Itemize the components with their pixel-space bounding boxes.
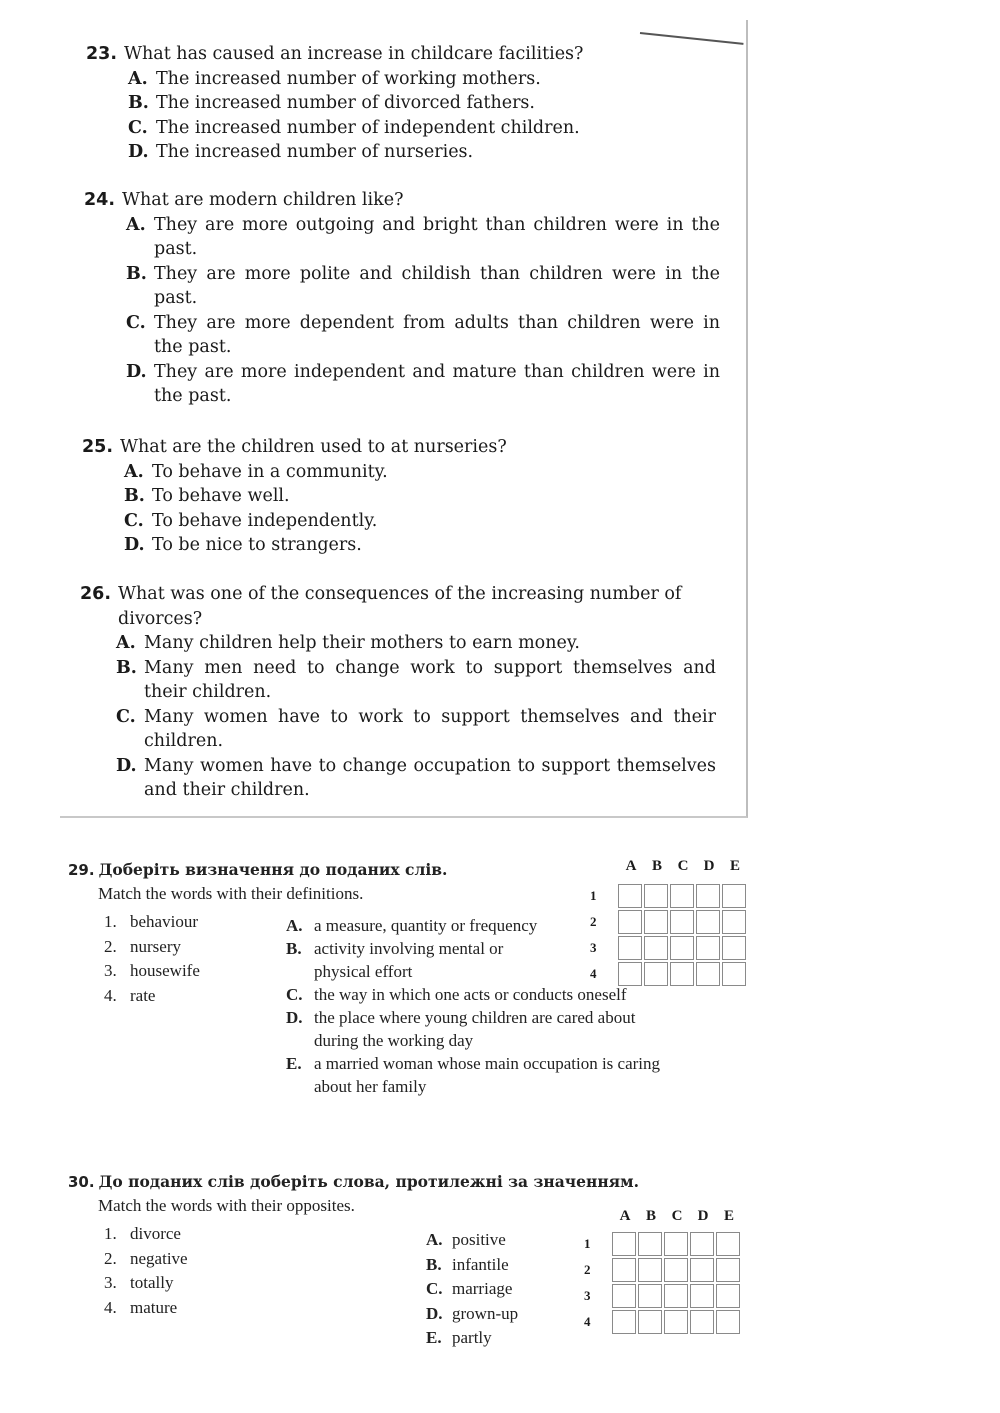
answer-cell[interactable] <box>618 962 642 986</box>
answer-cell[interactable] <box>690 1232 714 1256</box>
question-text: What are modern children like? <box>122 190 404 210</box>
opposite-item: E. partly <box>426 1328 492 1347</box>
answer-cell[interactable] <box>644 962 668 986</box>
answer-option[interactable]: B. To behave well. <box>124 486 290 506</box>
task-instruction-uk: Доберіть визначення до поданих слів. <box>98 860 448 879</box>
answer-cell[interactable] <box>618 884 642 908</box>
grid-column-headers: A B C D E <box>619 1208 734 1224</box>
answer-cell[interactable] <box>696 936 720 960</box>
definition-item: B. activity involving mental or physical effort <box>286 939 504 981</box>
answer-option[interactable]: A. They are more outgoing and bright than children were in the past. <box>126 214 720 259</box>
answer-option[interactable]: D. The increased number of nurseries. <box>128 142 474 162</box>
answer-cell[interactable] <box>670 962 694 986</box>
question-text: What was one of the consequences of the increasing number of divorces? <box>118 584 682 629</box>
grid-row: 1 <box>584 1232 742 1256</box>
task-29-definitions <box>286 914 661 1098</box>
question-number: 23. <box>86 44 118 64</box>
answer-option[interactable]: D. To be nice to strangers. <box>124 535 362 555</box>
grid-row: 4 <box>590 962 748 986</box>
grid-row: 4 <box>584 1310 742 1334</box>
task-29-words <box>104 910 274 1008</box>
question-text: What are the children used to at nurseries? <box>120 437 507 457</box>
answer-option[interactable]: B. The increased number of divorced fathers. <box>128 93 535 113</box>
question-23 <box>86 42 686 165</box>
answer-cell[interactable] <box>612 1310 636 1334</box>
task-instruction-en: Match the words with their opposites. <box>98 1196 355 1215</box>
grid-column-headers: A B C D E <box>625 858 740 874</box>
answer-option[interactable]: D. Many women have to change occupation to support themselves and their children. <box>116 755 716 800</box>
answer-cell[interactable] <box>690 1310 714 1334</box>
answer-cell[interactable] <box>722 884 746 908</box>
grid-row: 3 <box>584 1284 742 1308</box>
task-30-opposites <box>426 1228 586 1351</box>
answer-cell[interactable] <box>638 1258 662 1282</box>
opposite-item: B. infantile <box>426 1254 509 1274</box>
answer-cell[interactable] <box>716 1232 740 1256</box>
answer-cell[interactable] <box>664 1258 688 1282</box>
answer-cell[interactable] <box>644 936 668 960</box>
grid-row: 3 <box>590 936 748 960</box>
task-30-words <box>104 1222 274 1320</box>
answer-option[interactable]: B. They are more polite and childish than children were in the past. <box>126 263 720 308</box>
answer-cell[interactable] <box>664 1310 688 1334</box>
answer-cell[interactable] <box>722 962 746 986</box>
answer-cell[interactable] <box>716 1258 740 1282</box>
word-item: 2. nursery <box>104 936 181 956</box>
word-item: 4. mature <box>104 1297 178 1317</box>
answer-cell[interactable] <box>612 1284 636 1308</box>
opposite-item: A. positive <box>426 1230 506 1249</box>
answer-cell[interactable] <box>696 884 720 908</box>
grid-row: 1 <box>590 884 748 908</box>
answer-cell[interactable] <box>638 1232 662 1256</box>
answer-cell[interactable] <box>618 936 642 960</box>
answer-option[interactable]: B. Many men need to change work to support themselves and their children. <box>116 657 716 702</box>
answer-option[interactable]: C. They are more dependent from adults than children were in the past. <box>126 312 720 357</box>
task-number: 29. <box>68 861 95 879</box>
question-number: 26. <box>80 584 112 604</box>
opposite-item: C. marriage <box>426 1279 513 1298</box>
answer-option[interactable]: A. To behave in a community. <box>124 461 388 482</box>
word-item: 4. rate <box>104 985 156 1005</box>
grid-row: 2 <box>590 910 748 934</box>
grid-row: 2 <box>584 1258 742 1282</box>
word-item: 1. divorce <box>104 1224 181 1243</box>
answer-option[interactable]: A. The increased number of working mothers. <box>128 68 541 89</box>
definition-item: E. a married woman whose main occupation is caring about her family <box>286 1054 661 1096</box>
word-item: 1. behaviour <box>104 912 198 931</box>
answer-cell[interactable] <box>664 1232 688 1256</box>
answer-cell[interactable] <box>638 1284 662 1308</box>
definition-item: D. the place where young children are cared about during the working day <box>286 1008 636 1050</box>
answer-cell[interactable] <box>670 936 694 960</box>
word-item: 3. totally <box>104 1273 174 1292</box>
answer-cell[interactable] <box>696 910 720 934</box>
question-25 <box>82 435 702 558</box>
answer-option[interactable]: C. The increased number of independent children. <box>128 117 580 138</box>
answer-cell[interactable] <box>670 910 694 934</box>
word-item: 3. housewife <box>104 961 200 980</box>
task-29 <box>68 858 608 905</box>
question-text: What has caused an increase in childcare facilities? <box>124 44 584 64</box>
answer-cell[interactable] <box>716 1310 740 1334</box>
answer-cell[interactable] <box>722 936 746 960</box>
answer-grid-30 <box>584 1208 754 1338</box>
question-26 <box>80 582 716 803</box>
answer-option[interactable]: C. To behave independently. <box>124 510 378 531</box>
answer-cell[interactable] <box>612 1258 636 1282</box>
question-number: 24. <box>84 190 116 210</box>
answer-cell[interactable] <box>690 1284 714 1308</box>
definition-item: C. the way in which one acts or conducts oneself <box>286 985 627 1004</box>
answer-option[interactable]: A. Many children help their mothers to earn money. <box>116 633 580 653</box>
answer-cell[interactable] <box>644 910 668 934</box>
answer-cell[interactable] <box>638 1310 662 1334</box>
answer-grid-29 <box>590 858 760 988</box>
answer-cell[interactable] <box>670 884 694 908</box>
answer-option[interactable]: C. Many women have to work to support themselves and their children. <box>116 706 716 751</box>
answer-cell[interactable] <box>618 910 642 934</box>
question-number: 25. <box>82 437 114 457</box>
answer-cell[interactable] <box>716 1284 740 1308</box>
task-instruction-en: Match the words with their definitions. <box>98 884 364 903</box>
answer-cell[interactable] <box>690 1258 714 1282</box>
answer-cell[interactable] <box>696 962 720 986</box>
answer-cell[interactable] <box>612 1232 636 1256</box>
question-24 <box>84 188 720 409</box>
answer-cell[interactable] <box>664 1284 688 1308</box>
definition-item: A. a measure, quantity or frequency <box>286 916 538 935</box>
task-instruction-uk: До поданих слів доберіть слова, протилежні за значенням. <box>98 1172 639 1191</box>
opposite-item: D. grown-up <box>426 1303 519 1323</box>
answer-cell[interactable] <box>722 910 746 934</box>
answer-option[interactable]: D. They are more independent and mature than children were in the past. <box>126 361 720 406</box>
word-item: 2. negative <box>104 1248 188 1268</box>
answer-cell[interactable] <box>644 884 668 908</box>
task-number: 30. <box>68 1173 95 1191</box>
